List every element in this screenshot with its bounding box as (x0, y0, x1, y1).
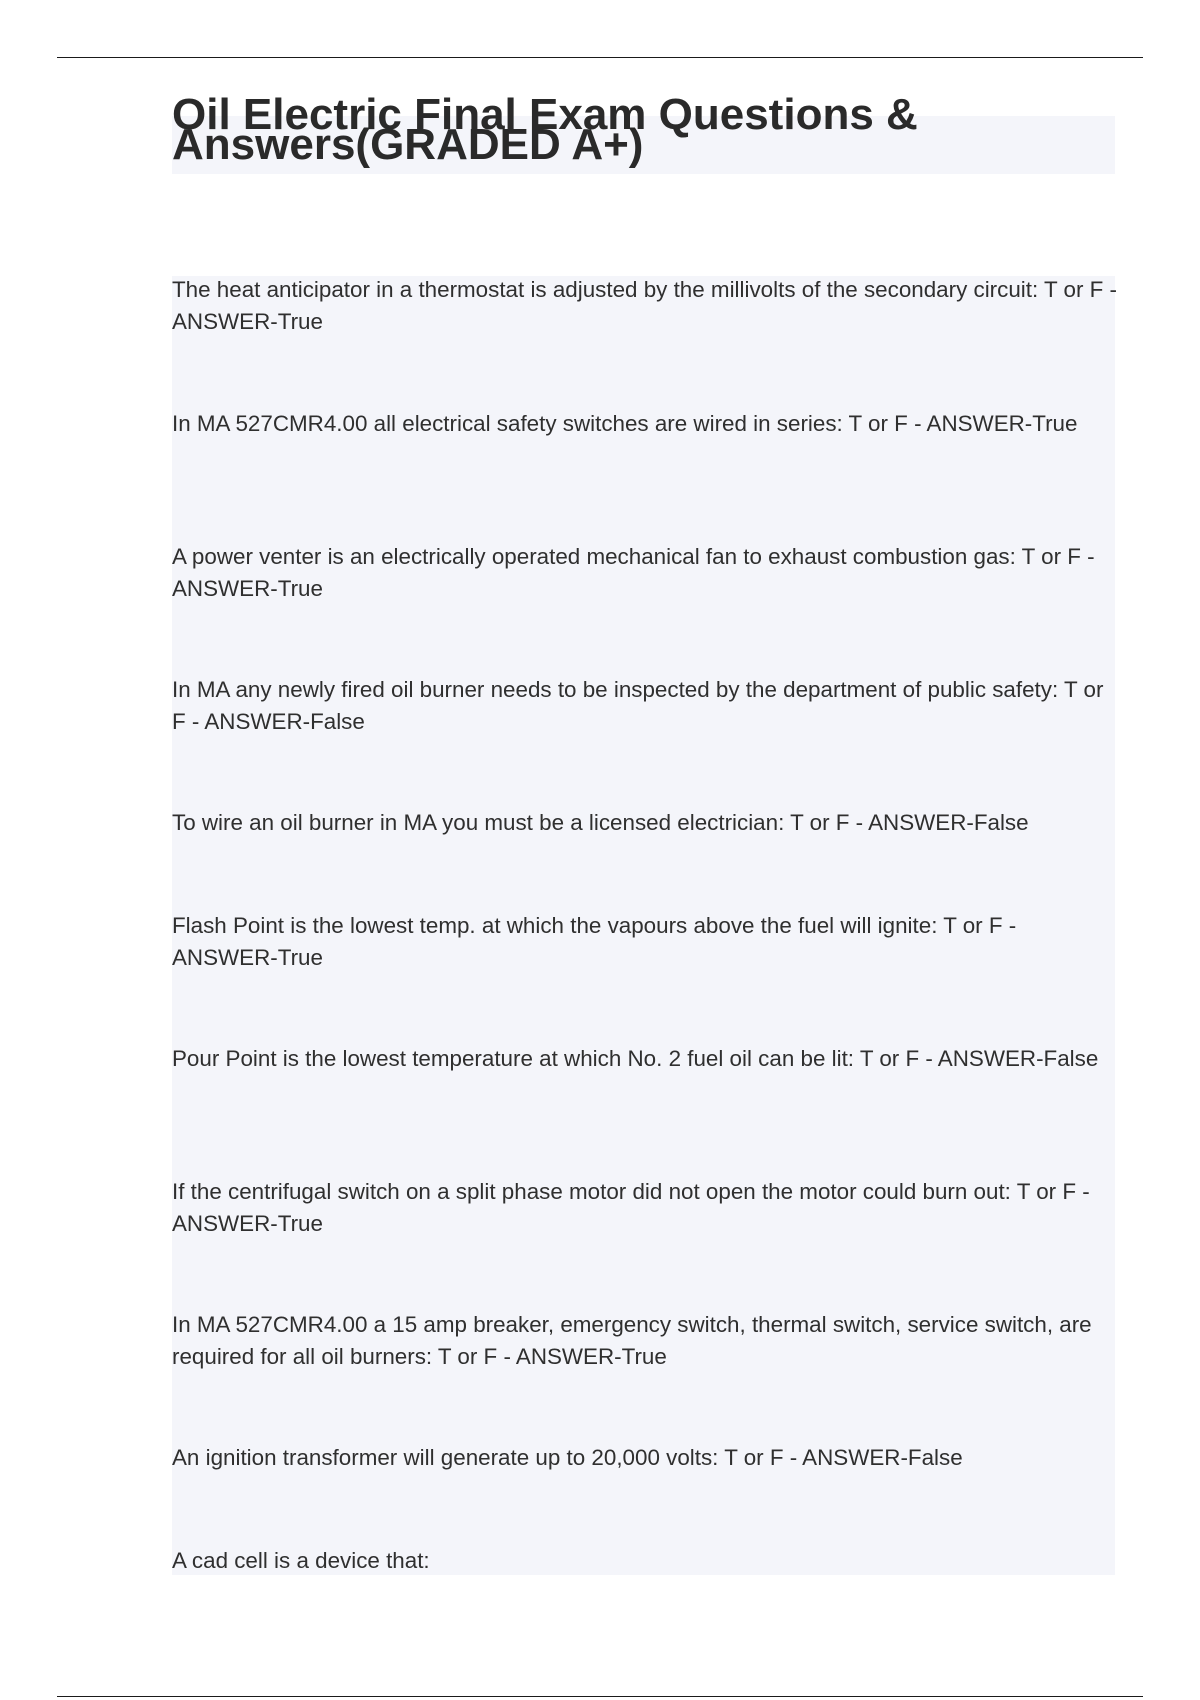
document-title: Oil Electric Final Exam Questions & Answers(GRADED A+) (172, 90, 918, 169)
qa-item: Flash Point is the lowest temp. at which the vapours above the fuel will ignite: T or F - ANSWER-True (172, 913, 1017, 970)
qa-item: A cad cell is a device that: (172, 1548, 430, 1573)
qa-item: The heat anticipator in a thermostat is adjusted by the millivolts of the secondary circuit: T or F - ANSWER-True (172, 277, 1117, 334)
footer-rule (57, 1696, 1143, 1697)
qa-item: Pour Point is the lowest temperature at which No. 2 fuel oil can be lit: T or F - ANSWER-False (172, 1046, 1099, 1071)
qa-item: In MA 527CMR4.00 a 15 amp breaker, emergency switch, thermal switch, service switch, are required for all oil burners: T or F - ANSWER-True (172, 1312, 1092, 1369)
qa-item: An ignition transformer will generate up to 20,000 volts: T or F - ANSWER-False (172, 1445, 963, 1470)
qa-item: A power venter is an electrically operated mechanical fan to exhaust combustion gas: T or F - ANSWER-True (172, 544, 1095, 601)
qa-item: In MA 527CMR4.00 all electrical safety switches are wired in series: T or F - ANSWER-True (172, 411, 1078, 436)
qa-item: To wire an oil burner in MA you must be a licensed electrician: T or F - ANSWER-False (172, 810, 1029, 835)
header-rule (57, 57, 1143, 58)
qa-item: In MA any newly fired oil burner needs to be inspected by the department of public safety: T or F - ANSWER-False (172, 677, 1104, 734)
qa-item: If the centrifugal switch on a split phase motor did not open the motor could burn out: T or F - ANSWER-True (172, 1179, 1090, 1236)
